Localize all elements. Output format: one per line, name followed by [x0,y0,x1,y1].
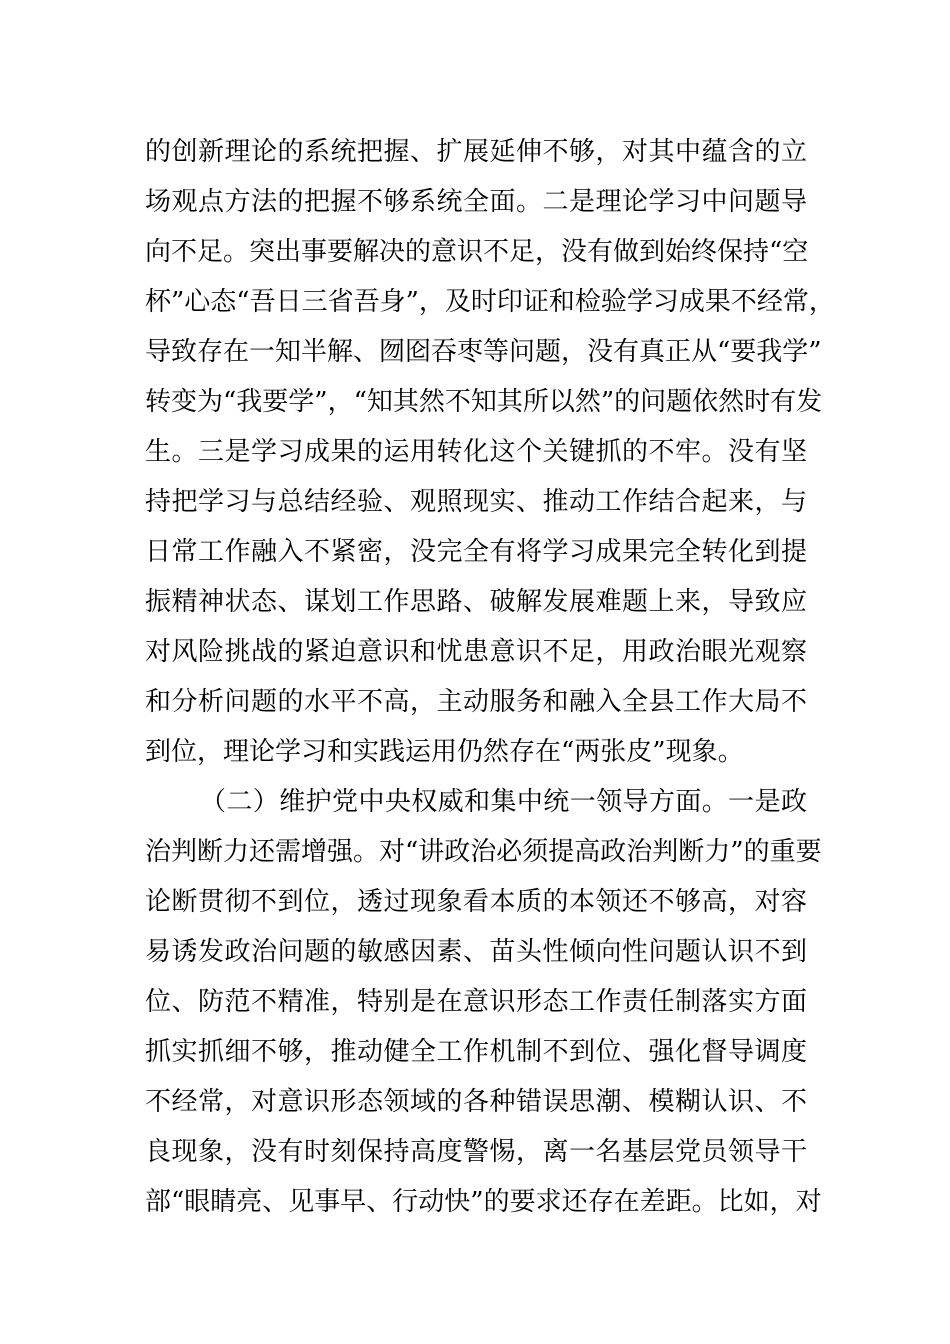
text-line: 生。三是学习成果的运用转化这个关键抓的不牢。没有坚 [145,437,807,467]
text-line: 转变为“我要学”，“知其然不知其所以然”的问题依然时有发 [145,387,823,417]
text-line: 抓实抓细不够，推动健全工作机制不到位、强化督导调度 [145,1037,807,1067]
text-line: 持把学习与总结经验、观照现实、推动工作结合起来，与 [145,487,807,517]
text-line: 和分析问题的水平不高，主动服务和融入全县工作大局不 [145,687,807,717]
text-line: 论断贯彻不到位，透过现象看本质的本领还不够高，对容 [145,887,807,917]
text-line: 易诱发政治问题的敏感因素、苗头性倾向性问题认识不到 [145,937,807,967]
text-line: 日常工作融入不紧密，没完全有将学习成果完全转化到提 [145,537,807,567]
text-line: 对风险挑战的紧迫意识和忧患意识不足，用政治眼光观察 [145,637,807,667]
text-line: 部“眼睛亮、见事早、行动快”的要求还存在差距。比如，对 [145,1187,822,1217]
text-line: 良现象，没有时刻保持高度警惕，离一名基层党员领导干 [145,1137,807,1167]
text-line: 场观点方法的把握不够系统全面。二是理论学习中问题导 [145,187,807,217]
text-line: 的创新理论的系统把握、扩展延伸不够，对其中蕴含的立 [145,137,807,167]
paragraph-end-line: 到位，理论学习和实践运用仍然存在“两张皮”现象。 [145,737,744,767]
section-heading-line: （二）维护党中央权威和集中统一领导方面。一是政 [200,787,807,817]
text-line: 治判断力还需增强。对“讲政治必须提高政治判断力”的重要 [145,837,822,867]
body-text [0,127,950,1227]
text-line: 向不足。突出事要解决的意识不足，没有做到始终保持“空 [145,237,809,267]
text-line: 杯”心态“吾日三省吾身”，及时印证和检验学习成果不经常， [145,287,835,317]
text-line: 振精神状态、谋划工作思路、破解发展难题上来，导致应 [145,587,807,617]
text-line: 导致存在一知半解、囫囵吞枣等问题，没有真正从“要我学” [145,337,822,367]
text-line: 位、防范不精准，特别是在意识形态工作责任制落实方面 [145,987,807,1017]
text-line: 不经常，对意识形态领域的各种错误思潮、模糊认识、不 [145,1087,807,1117]
